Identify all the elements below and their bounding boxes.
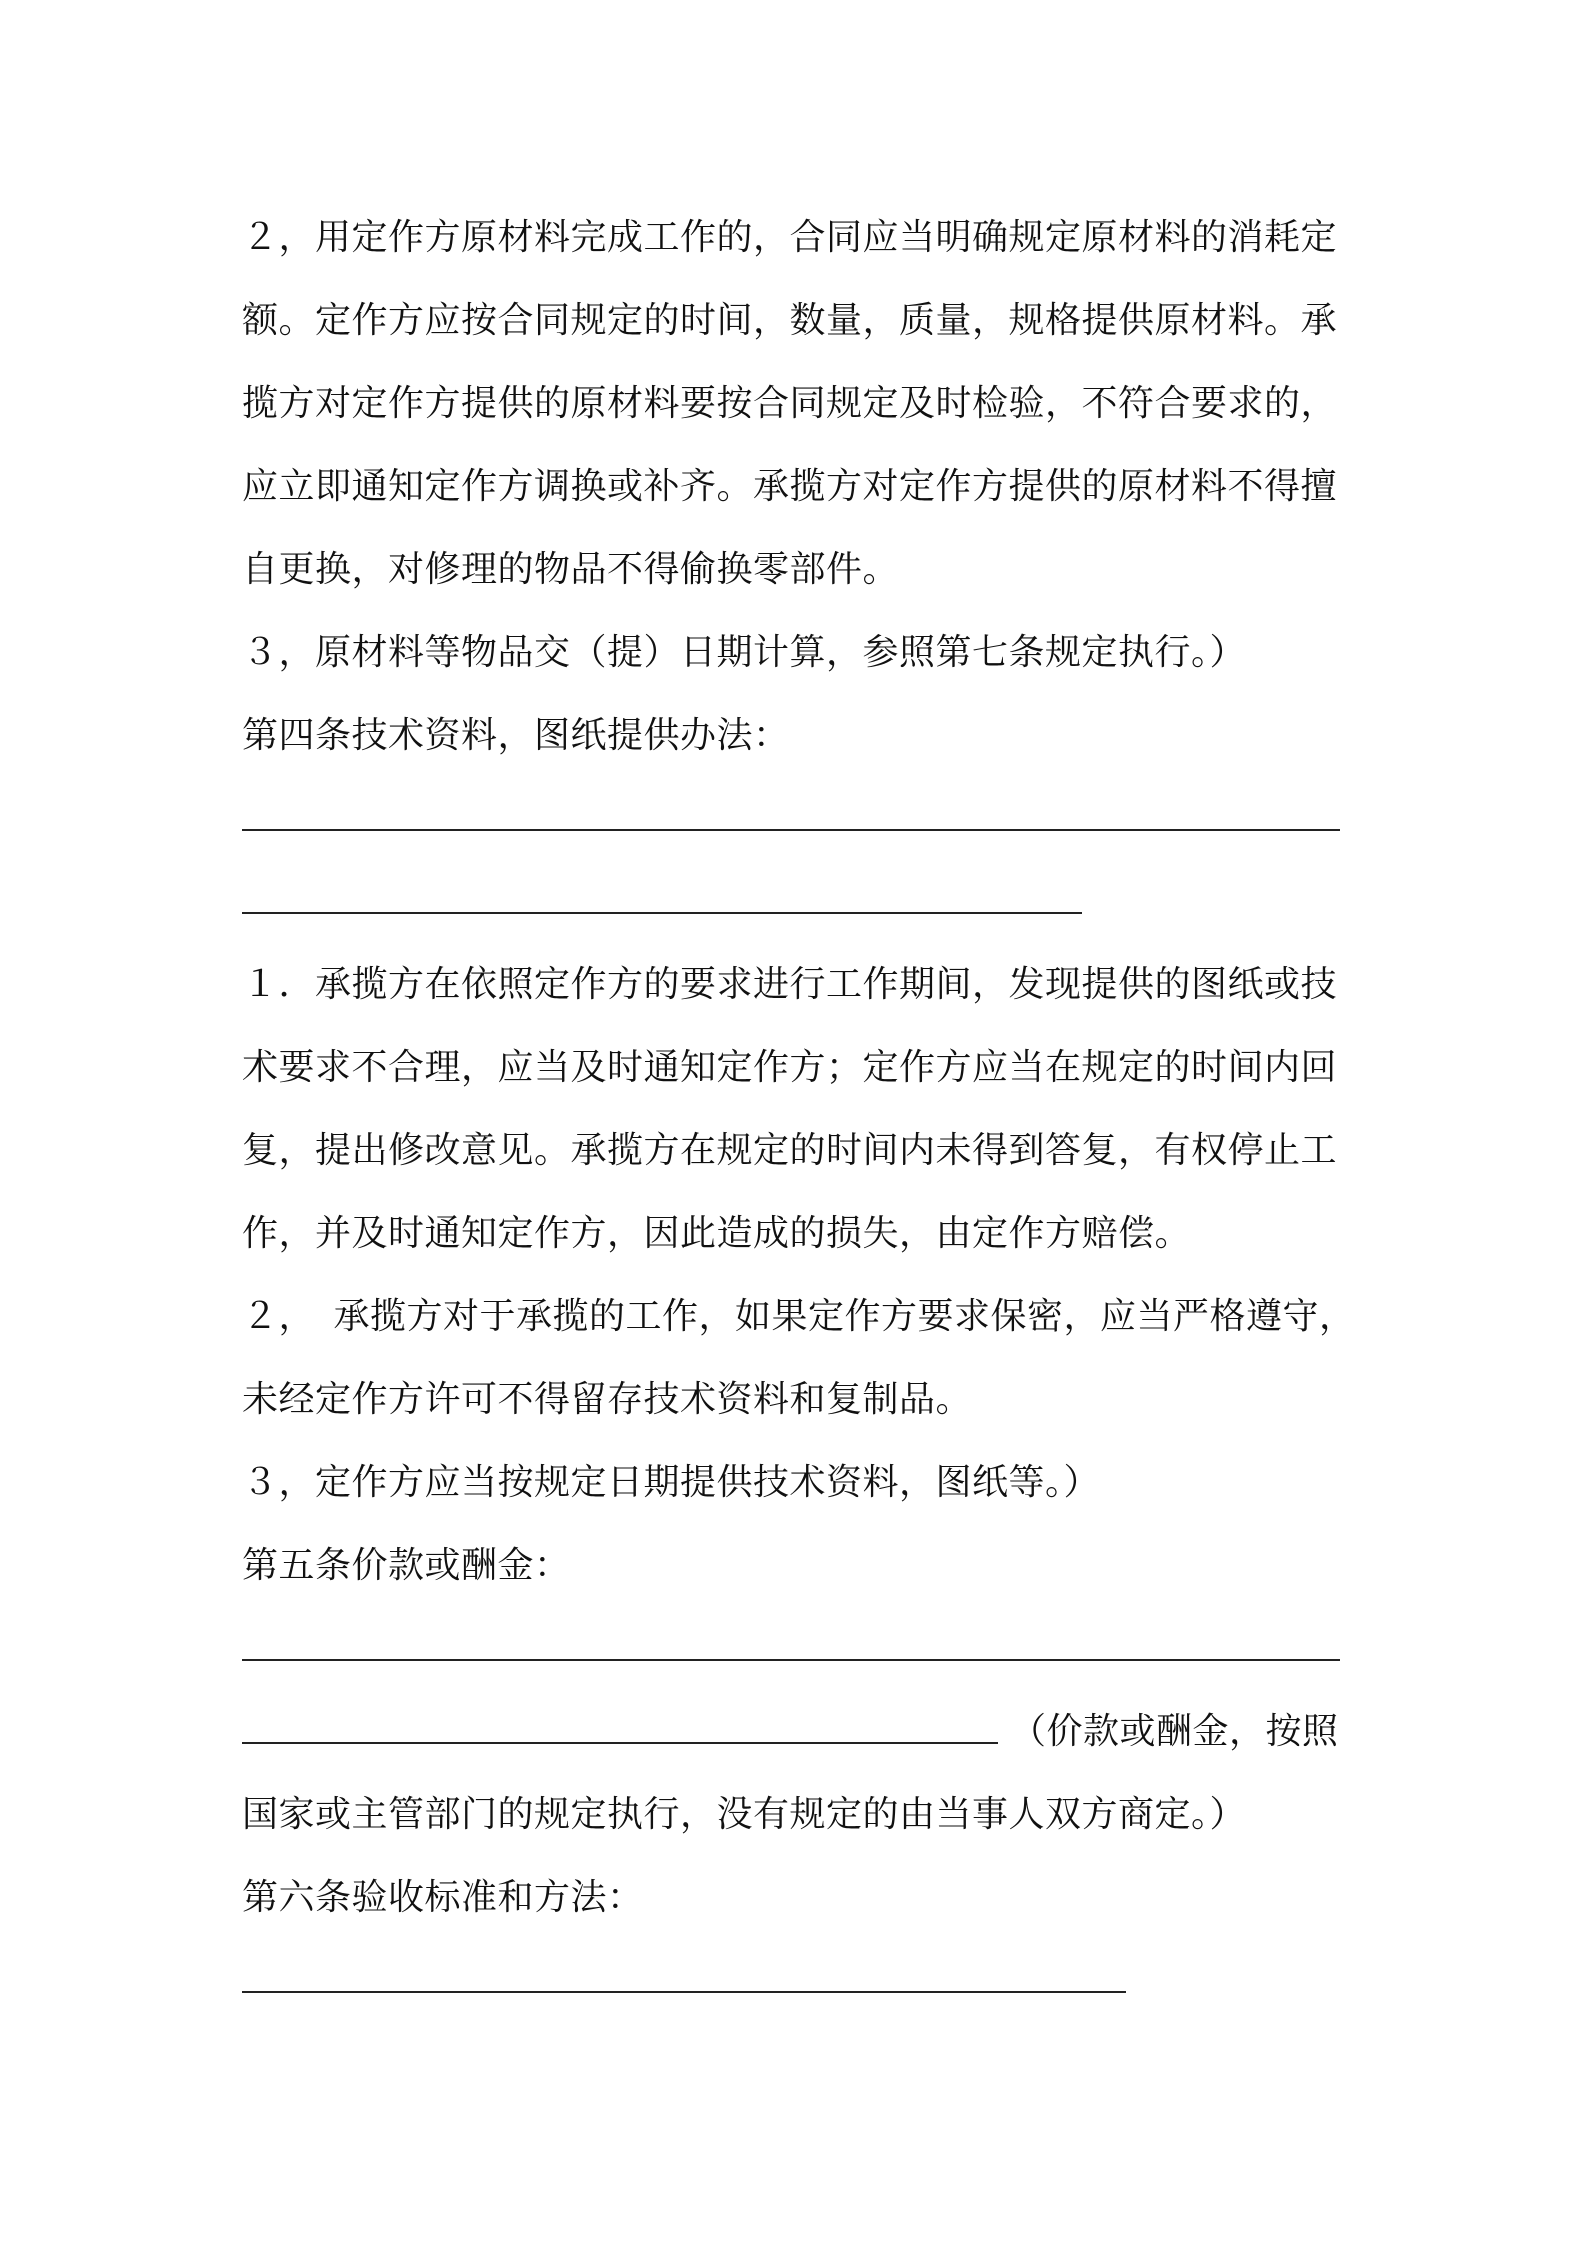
text-line: ３，原材料等物品交（提）日期计算，参照第七条规定执行。）	[242, 632, 1247, 673]
text-line: 国家或主管部门的规定执行，没有规定的由当事人双方商定。）	[242, 1794, 1247, 1835]
blank-fill-line	[242, 1939, 1362, 2022]
text-line: ２，用定作方原材料完成工作的，合同应当明确规定原材料的消耗定	[242, 217, 1338, 258]
underline-blank	[242, 1742, 998, 1744]
text-line: 未经定作方许可不得留存技术资料和复制品。	[242, 1379, 973, 1420]
blank-fill-line	[242, 860, 1362, 943]
text-line: 术要求不合理，应当及时通知定作方；定作方应当在规定的时间内回	[242, 1047, 1338, 1088]
text-line: 复，提出修改意见。承揽方在规定的时间内未得到答复，有权停止工	[242, 1130, 1338, 1171]
text-line: 揽方对定作方提供的原材料要按合同规定及时检验，不符合要求的，	[242, 383, 1338, 424]
underline-blank	[242, 912, 1082, 914]
section-heading-article-5: 第五条价款或酬金：	[242, 1545, 571, 1586]
underline-blank	[242, 829, 1340, 831]
section-heading-article-4: 第四条技术资料，图纸提供办法：	[242, 715, 790, 756]
document-body	[242, 196, 1362, 2022]
underline-blank	[242, 1659, 1340, 1661]
text-line: 应立即通知定作方调换或补齐。承揽方对定作方提供的原材料不得擅	[242, 466, 1338, 507]
blank-fill-line-with-note	[242, 1690, 1362, 1773]
text-line: （价款或酬金，按照	[1010, 1711, 1339, 1752]
blank-fill-line	[242, 777, 1362, 860]
section-heading-article-6: 第六条验收标准和方法：	[242, 1877, 644, 1918]
text-line: 自更换，对修理的物品不得偷换零部件。	[242, 549, 900, 590]
blank-fill-line	[242, 1607, 1362, 1690]
text-line: 额。定作方应按合同规定的时间，数量，质量，规格提供原材料。承	[242, 300, 1338, 341]
text-line: 作，并及时通知定作方，因此造成的损失，由定作方赔偿。	[242, 1213, 1192, 1254]
text-line: ３，定作方应当按规定日期提供技术资料，图纸等。）	[242, 1462, 1101, 1503]
text-line: ２， 承揽方对于承揽的工作，如果定作方要求保密，应当严格遵守，	[242, 1296, 1356, 1337]
text-line: １．承揽方在依照定作方的要求进行工作期间，发现提供的图纸或技	[242, 964, 1338, 1005]
underline-blank	[242, 1991, 1126, 1993]
